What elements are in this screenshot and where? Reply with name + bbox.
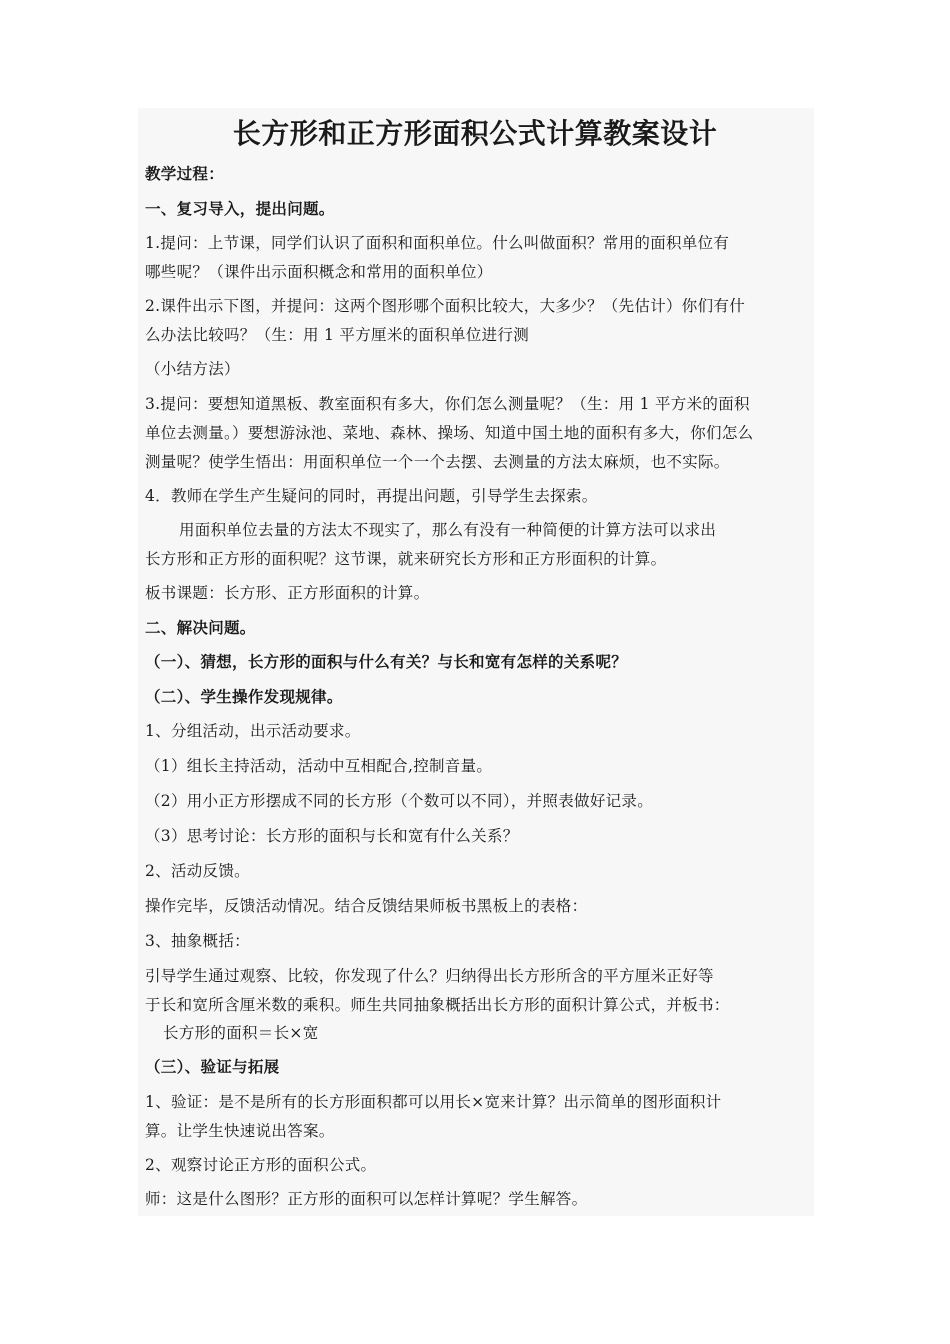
paragraph-line: 测量呢？使学生悟出：用面积单位一个一个去摆、去测量的方法太麻烦，也不实际。: [145, 453, 730, 471]
paragraph-line: 3.提问：要想知道黑板、教室面积有多大，你们怎么测量呢？（生：用 1 平方米的面积: [145, 395, 750, 413]
paragraph-line: 1、验证：是不是所有的长方形面积都可以用长×宽来计算？出示简单的图形面积计: [145, 1093, 722, 1111]
paragraph-line: 师：这是什么图形？正方形的面积可以怎样计算呢？学生解答。: [145, 1190, 588, 1208]
paragraph-line: 2、活动反馈。: [145, 862, 250, 880]
paragraph-line: 板书课题：长方形、正方形面积的计算。: [145, 584, 430, 602]
paragraph-line: 1.提问：上节课，同学们认识了面积和面积单位。什么叫做面积？常用的面积单位有: [145, 234, 730, 252]
paragraph-line: 哪些呢？（课件出示面积概念和常用的面积单位）: [145, 263, 493, 281]
list-item: （2）用小正方形摆成不同的长方形（个数可以不同），并照表做好记录。: [145, 792, 654, 810]
paragraph-line: 单位去测量。）要想游泳池、菜地、森林、操场、知道中国土地的面积有多大，你们怎么: [145, 424, 754, 442]
document-title: 长方形和正方形面积公式计算教案设计: [232, 117, 718, 150]
list-item: （1）组长主持活动，活动中互相配合,控制音量。: [145, 757, 493, 775]
paragraph-line: 2、观察讨论正方形的面积公式。: [145, 1156, 377, 1174]
paragraph-line: 操作完毕，反馈活动情况。结合反馈结果师板书黑板上的表格：: [145, 897, 588, 915]
formula-line: 长方形的面积＝长×宽: [163, 1024, 319, 1042]
paragraph-line: 于长和宽所含厘米数的乘积。师生共同抽象概括出长方形的面积计算公式，并板书：: [145, 996, 730, 1014]
list-item: （3）思考讨论：长方形的面积与长和宽有什么关系？: [145, 827, 519, 845]
subsection-heading-operate: （二）、学生操作发现规律。: [145, 688, 343, 706]
paragraph-line: 用面积单位去量的方法太不现实了，那么有没有一种简便的计算方法可以求出: [179, 521, 717, 539]
paragraph-line: 1、分组活动，出示活动要求。: [145, 722, 361, 740]
section-label-teaching-process: 教学过程：: [145, 165, 225, 183]
subsection-heading-guess: （一）、猜想，长方形的面积与什么有关？与长和宽有怎样的关系呢？: [145, 653, 628, 671]
paragraph-line: 引导学生通过观察、比较，你发现了什么？归纳得出长方形所含的平方厘米正好等: [145, 967, 714, 985]
paragraph-line: 2.课件出示下图，并提问：这两个图形哪个面积比较大，大多少？（先估计）你们有什: [145, 297, 745, 315]
subsection-heading-verify: （三）、验证与拓展: [145, 1058, 280, 1076]
paragraph-line: （小结方法）: [145, 360, 240, 378]
paragraph-line: 长方形和正方形的面积呢？这节课，就来研究长方形和正方形面积的计算。: [145, 550, 667, 568]
section-heading-solve: 二、解决问题。: [145, 619, 256, 637]
paragraph-line: 3、抽象概括：: [145, 932, 250, 950]
paragraph-line: 么办法比较吗？（生：用 1 平方厘米的面积单位进行测: [145, 326, 530, 344]
paragraph-line: 4．教师在学生产生疑问的同时，再提出问题，引导学生去探索。: [145, 487, 598, 505]
paragraph-line: 算。让学生快速说出答案。: [145, 1122, 335, 1140]
section-heading-review: 一、复习导入，提出问题。: [145, 200, 335, 218]
